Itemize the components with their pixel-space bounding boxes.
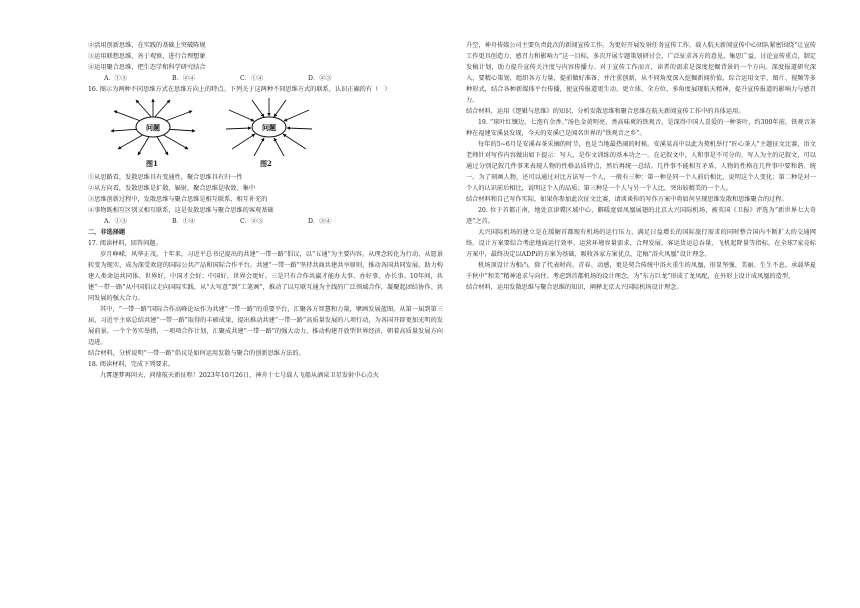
q16-item-1: ①从思路看，发散思维具有变通性，聚合思维具有归一性 [88, 174, 243, 181]
q16-stem: 16. 图示为两种不同思维方式在思维方向上的特点。下列关于这两种不同思维方式的联系，认识正确的有（ ） [88, 86, 391, 93]
q17-task: 结合材料，分析说明“一带一路”倡议是如何运用发散与聚合的创新思维方法的。 [88, 350, 305, 357]
q18-continued: 升空，神舟传媒公司主要负责此次的新闻宣传工作。为更好开展发射任务宣传工作，载人航天新闻宣传中心团队紧密围绕“让宣传工作更具创造力、感召力和影响力”这一目标，多次开展专题策划研讨会，广泛征求各方的意见，集思广益，讨论宣传重点，制定发稿计划，助力提升宣传关注度与内容传播力。对于宣传工作而言，读者的需求是深度挖掘背景的一个方向。深度报道研究深入，要精心策划，组织各方力量，提前做好准备，并注重创新，从不同角度深入挖掘新闻价值，综合运用文字、图片、视频等多种形式，结合各种新媒体平台传播，使宣传报道更生动、更立体，全方位、多角度展现航天精神，提升宣传报道的影响力与感召力。 [466, 42, 816, 104]
q18-paragraph-1: 九霄逐梦再问天，问鼎航天新征程！2023年10月26日，神舟十七号载人飞船从酒泉卫星发射中心点火 [100, 372, 379, 379]
q19-paragraph-2: 每年的5~6月是安溪春茶采摘的时节，也是当地最热闹的时候。安溪某高中以此为契机举行“匠心茶人”主题征文比赛，语文老师针对写作内容做出如下提示：写人，是作文训练的基本功之一。在记叙文中，人和事是不可分的，写人为主的记叙文，可以通过分别记叙几件事来表现人物的性格品质特点，然后再统一总结。几件事不能相互矛盾，人物的性格在几件事中要和谐、统一。为了刻画人物，还可以通过对比方法写一个人，一般有三种：第一种是同一个人前后相比，说明这个人变化；第二种是对一个人的认识前后相比，说明这个人的品质；第三种是一个人与另一个人比，突出较精美的一个人。 [466, 141, 816, 192]
q15-choice-a[interactable]: A．①③ [104, 75, 128, 82]
q18-task: 结合材料，运用《逻辑与思维》的知识，分析发散思维和聚合思维在航天新闻宣传工作中的具体运用。 [466, 108, 745, 115]
fig1-caption: 图1 [146, 159, 158, 168]
q17-paragraph-1: 岁月峥嵘，风华正茂。十年来，习近平总书记提出的共建“一带一路”倡议，以“五通”为主要内容，从理念转化为行动，从愿景转变为现实，成为深受欢迎的国际公共产品和国际合作平台。共建“一带一路”坚持共商共建共享原则，推动各国共同发展，助力构建人类命运共同体。世界好，中国才会好；中国好，世界会更好。三是只有合作共赢才能办大事、办好事、办长事。10年间，共建“一带一路”从中国倡议走向国际实践，从“大写意”到“工笔画”，推动了以互联互通为主线的广泛领域合作，凝聚起团结协作、共同发展的强大合力。 [88, 251, 443, 302]
q15-choice-b[interactable]: B．②④ [172, 75, 196, 82]
section-heading: 二、非选择题 [88, 229, 126, 236]
q15-option-2: ②活用创新思维，在实践的基础上突破陈规 [88, 42, 206, 49]
q16-item-4: ④事物既相互区别又相互联系，这是发散思维与聚合思维的客观基础 [88, 207, 274, 214]
q16-choices [104, 216, 443, 227]
q15-choices [104, 73, 443, 84]
q16-choice-d[interactable]: D．③④ [308, 218, 332, 225]
q16-choice-a[interactable]: A．①③ [104, 218, 128, 225]
q18-intro: 18. 阅读材料，完成下列要求。 [88, 361, 175, 368]
q16-choice-b[interactable]: B．①④ [172, 218, 196, 225]
q20-task: 结合材料，运用发散思维与聚合思维的知识，阐释北京大兴国际机场设计理念。 [466, 284, 683, 291]
q16-item-2: ②从方向看，发散思维是扩散、辐射，聚合思维是收敛、集中 [88, 185, 256, 192]
q17-intro: 17. 阅读材料，回答问题。 [88, 240, 162, 247]
q20-paragraph-2: 大兴国际机场的建立是在缓解首都现有机场的运行压力，满足日益增长的国际旅行需求的同时整合国内不断扩大的交通网络。设计方案要综合考虑地面运行效率、运营环境容量需求、合理发展、客运货运总吞量、飞机起降量等指标，在全球7家竞标方案中，最终决定以ADPi的方案为基础，吸收各家方案优点，定稿“浴火凤凰”设计理念。 [466, 229, 816, 258]
convergent-thinking-diagram [224, 97, 314, 157]
q15-choice-d[interactable]: D．②③ [308, 75, 332, 82]
q16-item-3: ③思维创新过程中，发散思维与聚合思维是相互联系、相互补充的 [88, 196, 268, 203]
right-column [466, 40, 816, 293]
q20-paragraph-3: 机场顶设计为相凸，除了代表时尚、青春、动感，更是契合传统中浴火重生的凤凰，形显坚强、美丽、生生不息。承载华夏千秋中“和美”精神追求与向往。考虑到首都机场的设计理念，为“东方巨龙”形成了龙凤配，在外形上设计成凤凰的造型。 [466, 262, 816, 280]
fig1-center-label: 问题 [146, 124, 160, 132]
q19-paragraph-1: 19. “球叶红镶边，七泡有余香。”汤色金黄明亮、香高味爽的铁观音，是深得中国人喜爱的一种茶叶，约300年前，铁观音茶种在福建安溪县发现，今天的安溪已是闻名世界的“铁观音之乡”。 [466, 119, 816, 137]
fig2-caption: 图2 [260, 159, 272, 168]
thinking-figures [88, 97, 443, 169]
q19-task: 结合材料和自己写作实际，如果你参加此次征文比赛，请谈谈你的写作方案中将如何呈现思维发散和思维聚合的过程。 [466, 196, 788, 203]
q17-paragraph-2: 其中，“一带一路”国际合作高峰论坛作为共建“一带一路”的重要平台，汇聚各方智慧和力量，擘画发展蓝图。从第一届到第三届，习近平主席总结共建“一带一路”取得的丰硕成果，提出推动共建“一带一路”高质量发展的八项行动，为各国开辟更加光明的发展前景。一个个务实举措，一项项合作计划，汇聚成共建“一带一路”的强大动力，推动构建开放型世界经济，朝着高质量发展方向迈进。 [88, 306, 443, 346]
q15-option-4: ④运用聚合思维，把生态学和科学研究结合 [88, 64, 206, 71]
divergent-thinking-diagram [108, 97, 198, 157]
q15-option-3: ③运用联想思维，善于观察，进行合理想象 [88, 53, 206, 60]
q15-choice-c[interactable]: C．①④ [240, 75, 264, 82]
q20-paragraph-1: 20. 位于首都正南，地处京津冀区域中心，僻暖宽如凤凰展翅的北京大兴国际机场，被英国《卫报》评选为“新世界七大奇迹”之首。 [466, 207, 816, 225]
fig2-center-label: 问题 [262, 124, 276, 132]
q16-choice-c[interactable]: C．②③ [240, 218, 264, 225]
left-column [88, 40, 443, 381]
